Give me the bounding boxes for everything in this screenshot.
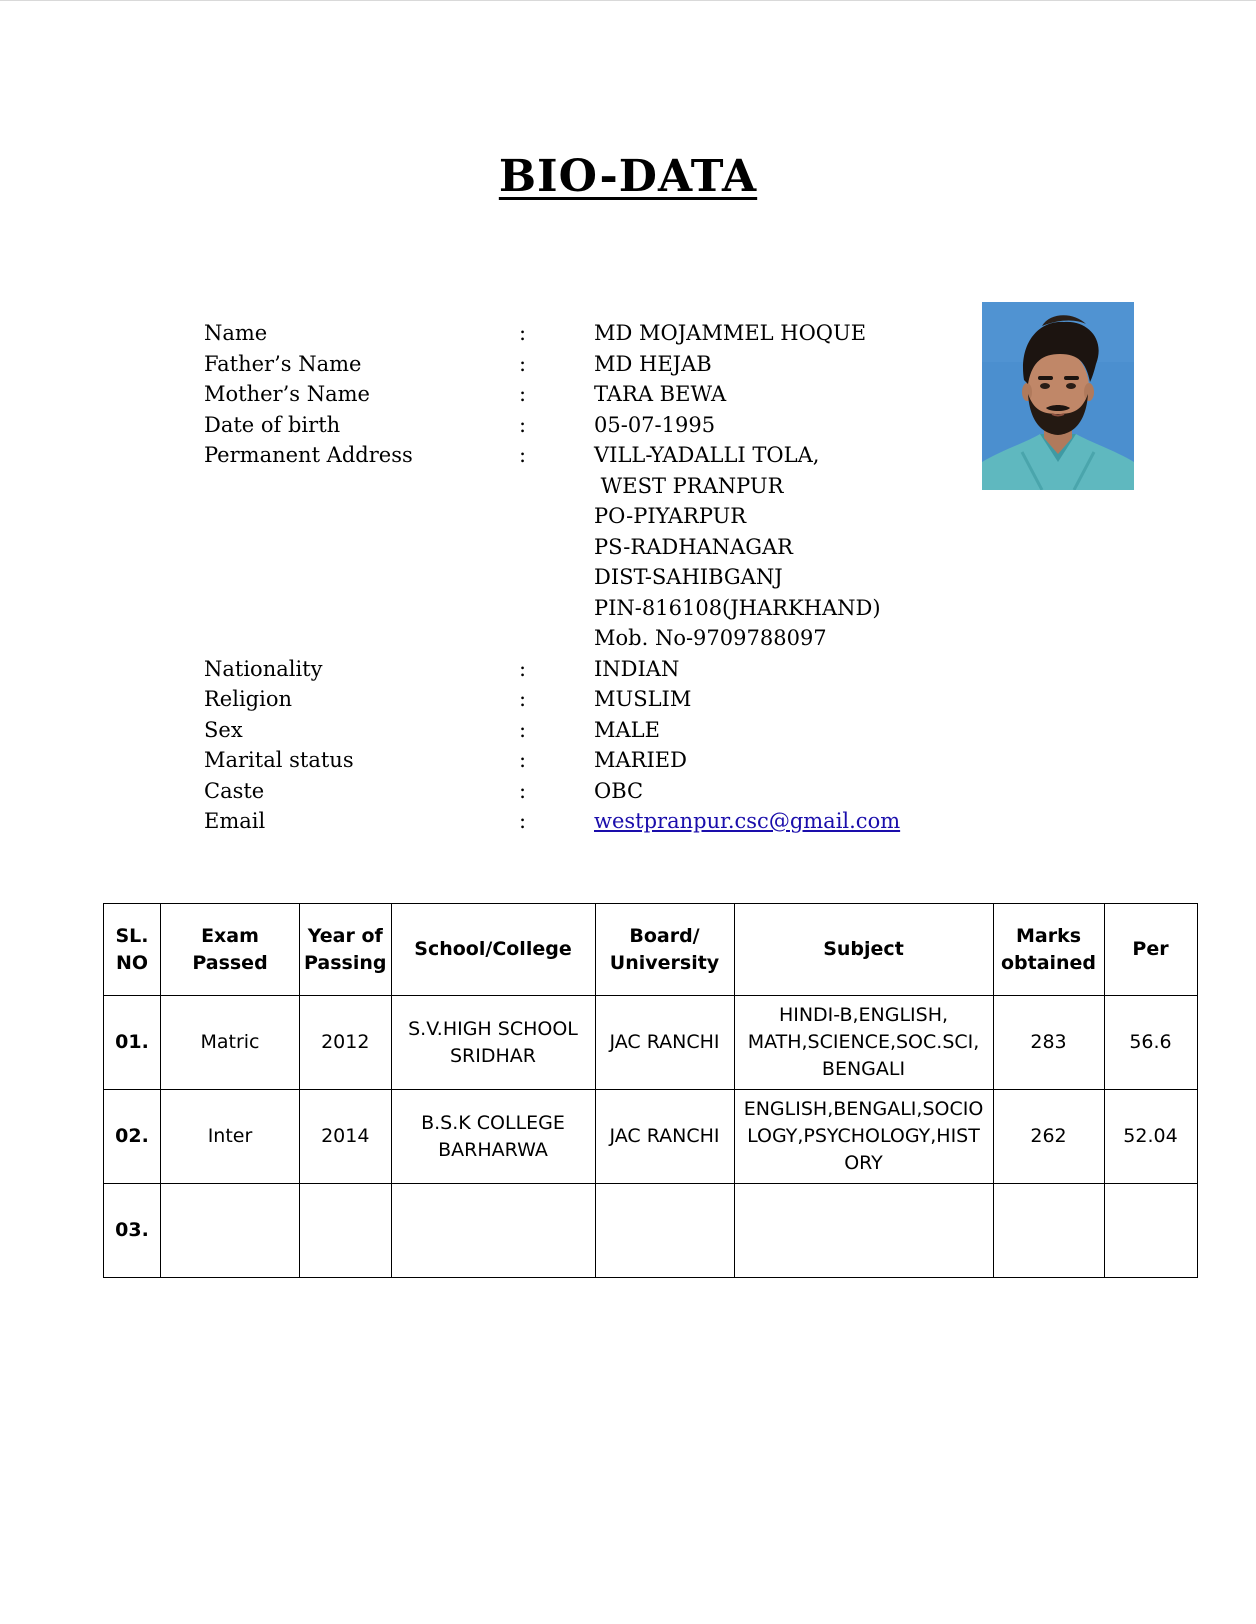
- detail-label: Nationality: [204, 656, 323, 681]
- detail-value: MD HEJAB: [594, 351, 712, 376]
- col-header-sl-no: SL. NO: [104, 904, 161, 996]
- detail-row-father: [204, 349, 954, 380]
- mobile-number: Mob. No-9709788097: [594, 626, 827, 650]
- detail-value: TARA BEWA: [594, 382, 727, 406]
- cell-board: JAC RANCHI: [595, 1090, 734, 1184]
- cell-school: B.S.K COLLEGE BARHARWA: [391, 1090, 595, 1184]
- table-header-row: [104, 904, 1198, 996]
- cell-per: 52.04: [1104, 1090, 1197, 1184]
- cell-school: [391, 1184, 595, 1278]
- col-header-board: Board/ University: [595, 904, 734, 996]
- detail-value: MARIED: [594, 748, 687, 772]
- detail-value: MALE: [594, 717, 660, 742]
- detail-label: Father’s Name: [204, 351, 362, 376]
- col-header-year: Year of Passing: [300, 904, 392, 996]
- cell-year: [300, 1184, 392, 1278]
- table-row: [104, 1184, 1198, 1278]
- email-link[interactable]: westpranpur.csc@gmail.com: [594, 809, 901, 833]
- detail-colon: :: [519, 809, 527, 833]
- address-line-text: DIST-SAHIBGANJ: [594, 565, 783, 589]
- detail-colon: :: [519, 321, 527, 345]
- education-table: [103, 903, 1198, 1278]
- detail-colon: :: [519, 778, 527, 803]
- col-header-subject: Subject: [734, 904, 993, 996]
- detail-label: Mother’s Name: [204, 382, 370, 406]
- detail-row-mother: [204, 379, 954, 410]
- address-line: [204, 501, 954, 532]
- detail-colon: :: [519, 687, 527, 711]
- detail-label: Sex: [204, 717, 243, 742]
- cell-board: JAC RANCHI: [595, 996, 734, 1090]
- cell-sl-no: 01.: [104, 996, 161, 1090]
- address-line: [204, 623, 954, 654]
- detail-colon: :: [519, 382, 527, 406]
- detail-row-address: [204, 440, 954, 471]
- detail-row-name: [204, 318, 954, 349]
- detail-value: VILL-YADALLI TOLA,: [594, 443, 820, 467]
- cell-per: 56.6: [1104, 996, 1197, 1090]
- cell-exam: Inter: [161, 1090, 300, 1184]
- cell-subject: HINDI-B,ENGLISH, MATH,SCIENCE,SOC.SCI, BENGALI: [734, 996, 993, 1090]
- address-line: [204, 562, 954, 593]
- cell-sl-no: 03.: [104, 1184, 161, 1278]
- detail-value: INDIAN: [594, 656, 680, 681]
- address-line: [204, 593, 954, 624]
- col-header-per: Per: [1104, 904, 1197, 996]
- cell-exam: [161, 1184, 300, 1278]
- cell-marks: 283: [993, 996, 1104, 1090]
- detail-colon: :: [519, 443, 527, 467]
- col-header-school: School/College: [391, 904, 595, 996]
- address-line-text: WEST PRANPUR: [594, 473, 784, 498]
- cell-subject: ENGLISH,BENGALI,SOCIO LOGY,PSYCHOLOGY,HIST ORY: [734, 1090, 993, 1184]
- portrait-image: [982, 302, 1134, 490]
- cell-school: S.V.HIGH SCHOOL SRIDHAR: [391, 996, 595, 1090]
- cell-sl-no: 02.: [104, 1090, 161, 1184]
- detail-row-dob: [204, 410, 954, 441]
- detail-row-caste: [204, 776, 954, 807]
- detail-label: Permanent Address: [204, 443, 413, 467]
- detail-colon: :: [519, 748, 527, 772]
- detail-row-religion: [204, 684, 954, 715]
- address-line-text: PS-RADHANAGAR: [594, 534, 793, 559]
- detail-label: Caste: [204, 778, 265, 803]
- col-header-marks: Marks obtained: [993, 904, 1104, 996]
- detail-colon: :: [519, 656, 527, 681]
- personal-details: [204, 318, 954, 837]
- detail-row-email: [204, 806, 954, 837]
- detail-label: Religion: [204, 687, 292, 711]
- detail-label: Name: [204, 321, 268, 345]
- table-row: [104, 996, 1198, 1090]
- cell-marks: 262: [993, 1090, 1104, 1184]
- cell-year: 2014: [300, 1090, 392, 1184]
- cell-board: [595, 1184, 734, 1278]
- detail-row-marital: [204, 745, 954, 776]
- detail-value: MD MOJAMMEL HOQUE: [594, 321, 867, 345]
- detail-value: 05-07-1995: [594, 412, 716, 437]
- cell-year: 2012: [300, 996, 392, 1090]
- col-header-exam: Exam Passed: [161, 904, 300, 996]
- detail-label: Marital status: [204, 748, 354, 772]
- cell-per: [1104, 1184, 1197, 1278]
- cell-exam: Matric: [161, 996, 300, 1090]
- detail-colon: :: [519, 412, 527, 437]
- detail-value: OBC: [594, 778, 644, 803]
- page-title: BIO-DATA: [498, 151, 758, 202]
- address-line-text: PO-PIYARPUR: [594, 504, 747, 528]
- detail-label: Date of birth: [204, 412, 341, 437]
- address-line: [204, 532, 954, 563]
- detail-label: Email: [204, 809, 266, 833]
- address-line-text: PIN-816108(JHARKHAND): [594, 595, 881, 620]
- address-line: [204, 471, 954, 502]
- detail-colon: :: [519, 351, 527, 376]
- profile-photo: [982, 302, 1134, 490]
- detail-row-nationality: [204, 654, 954, 685]
- detail-colon: :: [519, 717, 527, 742]
- cell-marks: [993, 1184, 1104, 1278]
- table-row: [104, 1090, 1198, 1184]
- detail-value: MUSLIM: [594, 687, 692, 711]
- detail-row-sex: [204, 715, 954, 746]
- cell-subject: [734, 1184, 993, 1278]
